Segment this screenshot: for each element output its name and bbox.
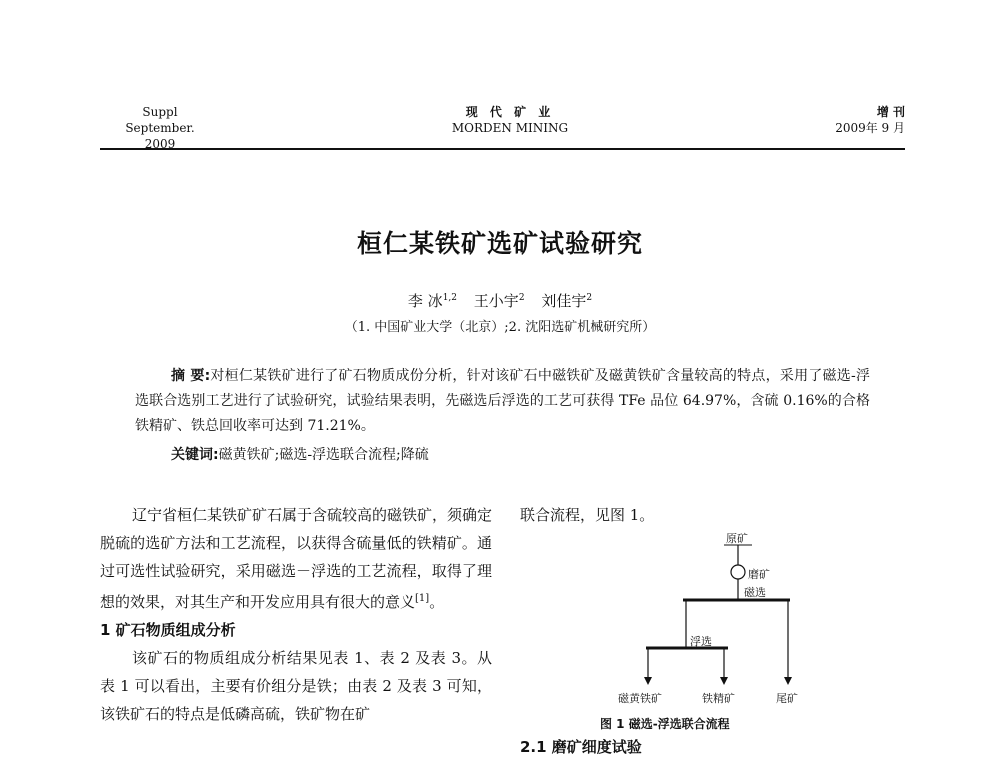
- intro-text: 辽宁省桓仁某铁矿矿石属于含硫较高的磁铁矿，须确定脱硫的选矿方法和工艺流程，以获得含硫量低的铁精矿。通过可选性试验研究，采用磁选－浮选的工艺流程，取得了理想的效果，对其生产和开发应用具有很大的意义: [100, 506, 493, 611]
- header-date-en: September. 2009: [125, 121, 195, 151]
- header-rule: [100, 148, 905, 150]
- author-name: 刘佳宇: [541, 292, 587, 310]
- author-affil-mark: 2: [518, 293, 525, 303]
- abstract: [135, 364, 870, 439]
- affiliation: （1. 中国矿业大学（北京）;2. 沈阳选矿机械研究所）: [344, 320, 656, 335]
- arrow-head: [644, 677, 652, 685]
- intro-end: 。: [429, 593, 445, 611]
- author: [474, 292, 525, 310]
- keywords-label: 关键词:: [171, 447, 219, 463]
- label-grinding: 磨矿: [748, 568, 770, 581]
- arrow-head: [720, 677, 728, 685]
- label-tailings: 尾矿: [776, 692, 798, 705]
- author: [541, 292, 592, 310]
- label-raw-ore: 原矿: [726, 532, 748, 545]
- header-suppl: Suppl: [142, 105, 178, 119]
- author-list: [0, 290, 1000, 311]
- section-1-paragraph: 该矿石的物质组成分析结果见表 1、表 2 及表 3。从表 1 可以看出，主要有价组分是铁；由表 2 及表 3 可知，该铁矿石的特点是低磷高硫，铁矿物在矿: [100, 649, 492, 723]
- abstract-label: 摘 要:: [171, 368, 211, 384]
- grinding-circle: [731, 565, 745, 579]
- author-affil-mark: 1,2: [442, 293, 458, 303]
- keywords: [135, 443, 870, 468]
- abstract-text: 对桓仁某铁矿进行了矿石物质成份分析，针对该矿石中磁铁矿及磁黄铁矿含量较高的特点，采用了磁选-浮选联合选别工艺进行了试验研究，试验结果表明，先磁选后浮选的工艺可获得 TFe 品位 64.97%，含硫 0.16%的合格铁精矿、铁总回收率可达到 71.21%。: [135, 368, 870, 434]
- section-1-heading: 1 矿石物质组成分析: [100, 621, 236, 639]
- header-right: [800, 104, 905, 136]
- keywords-text: 磁黄铁矿;磁选-浮选联合流程;降硫: [218, 447, 429, 463]
- label-flotation: 浮选: [690, 635, 712, 648]
- header-supplement-cn: 增 刊: [876, 105, 905, 119]
- arrow-head: [784, 677, 792, 685]
- author-affil-mark: 2: [586, 293, 593, 303]
- figure-caption: 图 1 磁选-浮选联合流程: [600, 717, 730, 731]
- header-center: [410, 104, 610, 136]
- journal-name-cn: 现 代 矿 业: [465, 105, 555, 119]
- label-iron-concentrate: 铁精矿: [702, 692, 735, 705]
- author: [408, 292, 457, 310]
- label-magnetic: 磁选: [744, 586, 766, 599]
- flowchart-figure: [600, 525, 830, 715]
- citation-ref: [1]: [415, 593, 430, 604]
- journal-name-en: MORDEN MINING: [451, 121, 569, 135]
- header-date-cn: 2009年 9 月: [835, 121, 905, 135]
- intro-paragraph: [100, 501, 492, 616]
- right-column-intro: 联合流程，见图 1。: [520, 506, 655, 524]
- header-left: [112, 104, 212, 152]
- label-pyrrhotite: 磁黄铁矿: [618, 692, 662, 705]
- paper-title: 桓仁某铁矿选矿试验研究: [356, 229, 643, 258]
- left-column: [100, 501, 492, 728]
- author-name: 李 冰: [407, 292, 443, 310]
- section-2-1-heading: 2.1 磨矿细度试验: [520, 738, 642, 756]
- author-name: 王小宇: [473, 292, 519, 310]
